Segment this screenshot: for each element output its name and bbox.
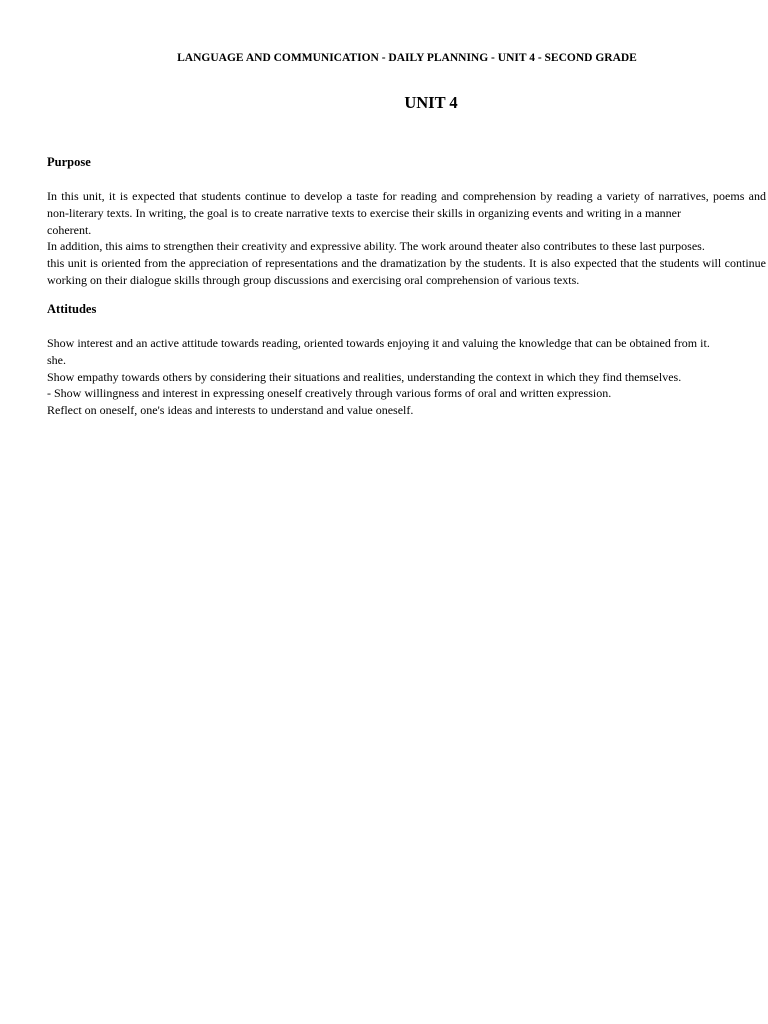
attitudes-line: Reflect on oneself, one's ideas and interests to understand and value oneself. — [47, 403, 414, 418]
purpose-line: coherent. — [47, 222, 92, 237]
purpose-line: this unit is oriented from the appreciation of representations and the dramatization by the students. It is also expected that the students will continue — [47, 256, 766, 271]
purpose-line: In this unit, it is expected that students continue to develop a taste for reading and comprehension by reading a variety of narratives, poems and — [47, 189, 766, 203]
document-header: LANGUAGE AND COMMUNICATION - DAILY PLANNING - UNIT 4 - SECOND GRADE — [177, 52, 637, 64]
purpose-line: working on their dialogue skills through group discussions and exercising oral comprehension of various texts. — [47, 272, 580, 287]
attitudes-line: Show empathy towards others by considering their situations and realities, understanding the context in which they find themselves. — [47, 369, 682, 384]
attitudes-text — [47, 335, 766, 419]
attitudes-line: - Show willingness and interest in expressing oneself creatively through various forms of oral and written expression. — [47, 386, 612, 401]
attitudes-line: she. — [47, 352, 66, 367]
attitudes-heading: Attitudes — [47, 302, 97, 316]
attitudes-line: Show interest and an active attitude towards reading, oriented towards enjoying it and valuing the knowledge that can be obtained from it. — [47, 336, 710, 350]
purpose-heading: Purpose — [47, 155, 91, 169]
purpose-line: non-literary texts. In writing, the goal is to create narrative texts to exercise their skills in organizing events and writing in a manner — [47, 205, 681, 220]
purpose-line: In addition, this aims to strengthen their creativity and expressive ability. The work around theater also contributes to these last purposes. — [47, 239, 705, 254]
purpose-text — [47, 188, 766, 289]
unit-title: UNIT 4 — [404, 93, 458, 112]
